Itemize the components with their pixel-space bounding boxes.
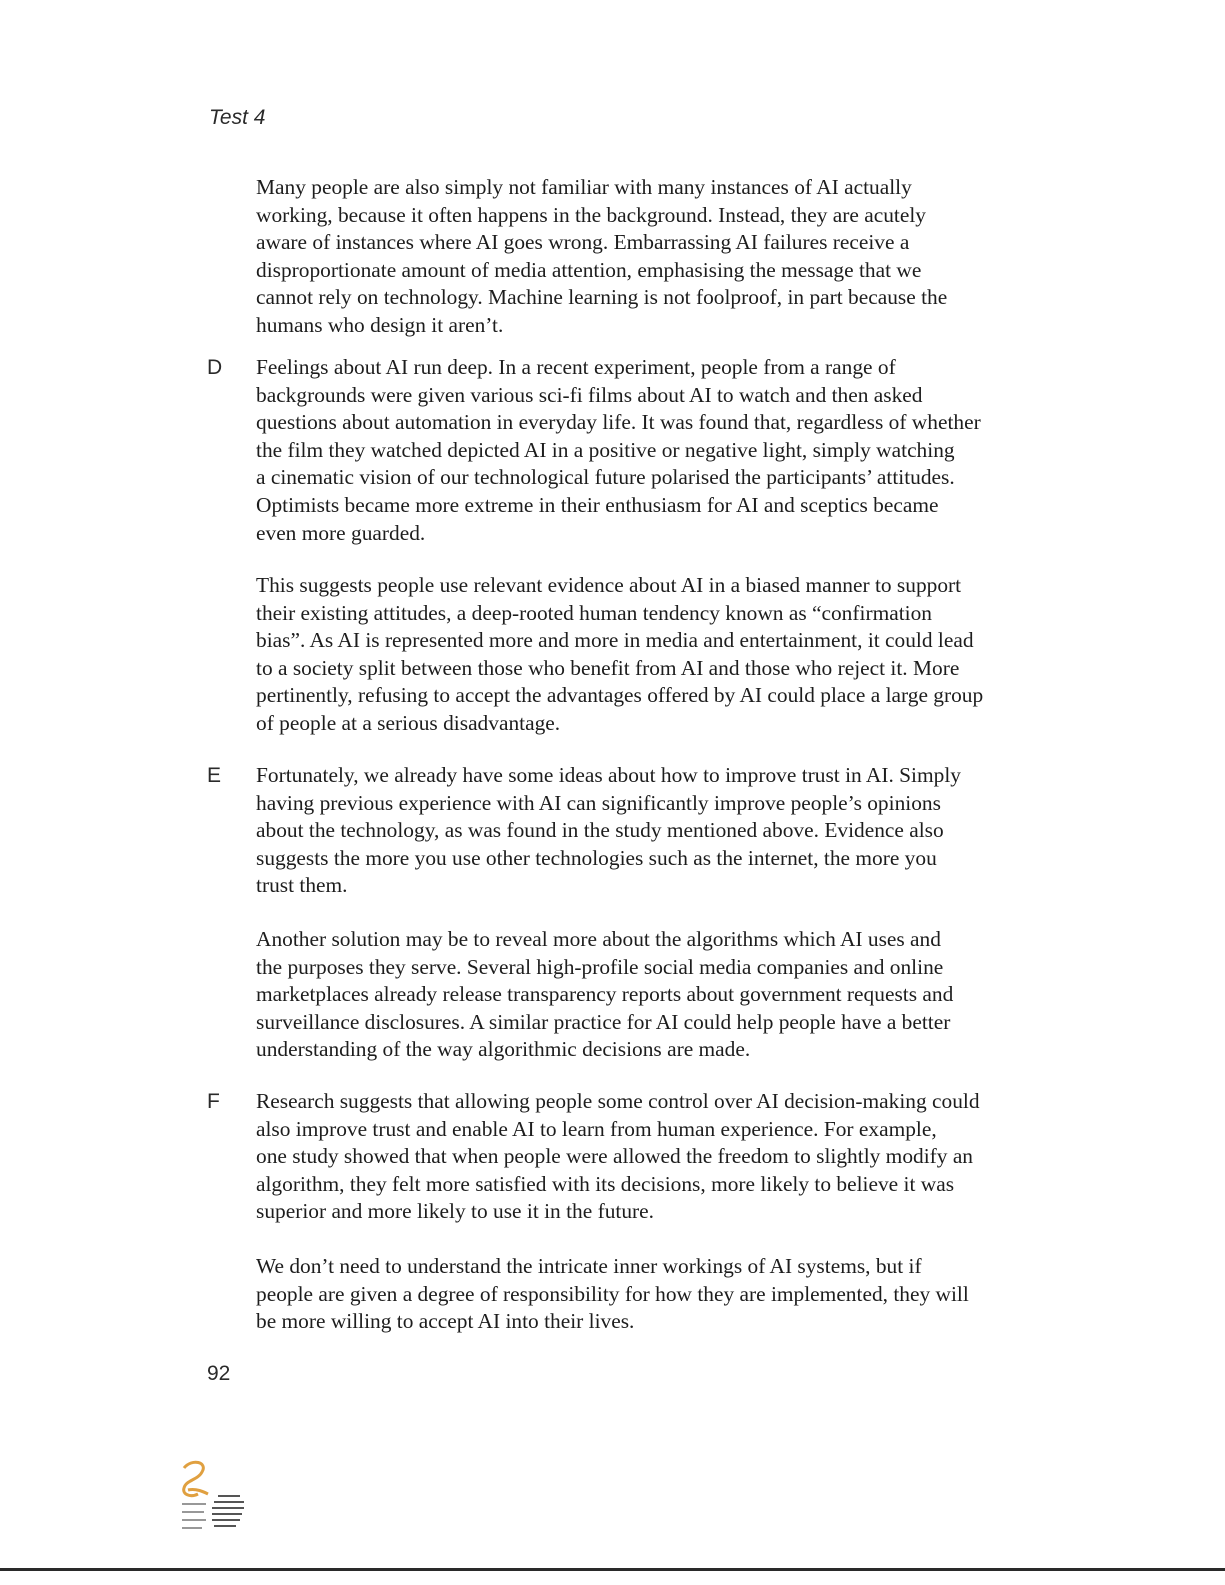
section-marker-e: E bbox=[207, 764, 222, 787]
text-line: the purposes they serve. Several high-profile social media companies and online bbox=[256, 954, 944, 979]
text-line: cannot rely on technology. Machine learning is not foolproof, in part because the bbox=[256, 285, 948, 310]
text-line: Many people are also simply not familiar with many instances of AI actually bbox=[256, 175, 912, 199]
paragraph-f-1 bbox=[256, 1088, 1068, 1226]
text-line: algorithm, they felt more satisfied with its decisions, more likely to believe it was bbox=[256, 1171, 955, 1196]
paragraph-e-2 bbox=[256, 926, 1068, 1064]
text-line: surveillance disclosures. A similar practice for AI could help people have a better bbox=[256, 1009, 951, 1034]
text-line: marketplaces already release transparency reports about government requests and bbox=[256, 982, 954, 1007]
text-line: also improve trust and enable AI to learn from human experience. For example, bbox=[256, 1116, 937, 1141]
text-line: humans who design it aren’t. bbox=[256, 312, 504, 337]
text-line: superior and more likely to use it in the future. bbox=[256, 1199, 655, 1224]
text-line: We don’t need to understand the intricate inner workings of AI systems, but if bbox=[256, 1254, 922, 1278]
text-line: working, because it often happens in the background. Instead, they are acutely bbox=[256, 202, 927, 227]
section-marker-d: D bbox=[207, 356, 223, 379]
paragraph-d-2 bbox=[256, 572, 1068, 738]
paragraph-c-continuation bbox=[256, 174, 1068, 340]
publisher-logo-icon bbox=[178, 1458, 248, 1538]
paragraph-d-1 bbox=[256, 354, 1068, 547]
text-line: the film they watched depicted AI in a positive or negative light, simply watching bbox=[256, 437, 955, 462]
paragraph-e-1 bbox=[256, 762, 1068, 900]
text-line: bias”. As AI is represented more and more in media and entertainment, it could lead bbox=[256, 628, 974, 653]
paragraph-f-2 bbox=[256, 1253, 1068, 1336]
text-line: Feelings about AI run deep. In a recent experiment, people from a range of bbox=[256, 355, 896, 379]
text-line: be more willing to accept AI into their lives. bbox=[256, 1309, 635, 1334]
text-line: aware of instances where AI goes wrong. Embarrassing AI failures receive a bbox=[256, 230, 910, 255]
text-line: suggests the more you use other technologies such as the internet, the more you bbox=[256, 845, 937, 870]
text-line: pertinently, refusing to accept the advantages offered by AI could place a large group bbox=[256, 683, 984, 708]
text-line: Another solution may be to reveal more about the algorithms which AI uses and bbox=[256, 927, 941, 951]
bottom-rule bbox=[0, 1568, 1225, 1571]
page-number: 92 bbox=[207, 1362, 231, 1385]
text-line: questions about automation in everyday life. It was found that, regardless of whether bbox=[256, 410, 981, 435]
text-line: to a society split between those who benefit from AI and those who reject it. More bbox=[256, 655, 960, 680]
text-line: trust them. bbox=[256, 873, 348, 898]
page-header: Test 4 bbox=[209, 106, 266, 129]
text-line: disproportionate amount of media attention, emphasising the message that we bbox=[256, 257, 922, 282]
text-line: backgrounds were given various sci-fi films about AI to watch and then asked bbox=[256, 382, 923, 407]
text-line: a cinematic vision of our technological future polarised the participants’ attitudes. bbox=[256, 465, 955, 490]
text-line: even more guarded. bbox=[256, 520, 426, 545]
text-line: Optimists became more extreme in their enthusiasm for AI and sceptics became bbox=[256, 492, 939, 517]
text-line: about the technology, as was found in the study mentioned above. Evidence also bbox=[256, 818, 944, 843]
text-line: Research suggests that allowing people some control over AI decision-making could bbox=[256, 1089, 980, 1113]
text-line: This suggests people use relevant evidence about AI in a biased manner to support bbox=[256, 573, 962, 597]
text-line: people are given a degree of responsibility for how they are implemented, they will bbox=[256, 1281, 969, 1306]
text-line: of people at a serious disadvantage. bbox=[256, 710, 561, 735]
section-marker-f: F bbox=[207, 1090, 220, 1113]
text-line: having previous experience with AI can significantly improve people’s opinions bbox=[256, 790, 941, 815]
text-line: Fortunately, we already have some ideas about how to improve trust in AI. Simply bbox=[256, 763, 961, 787]
text-line: understanding of the way algorithmic decisions are made. bbox=[256, 1037, 751, 1062]
text-line: their existing attitudes, a deep-rooted human tendency known as “confirmation bbox=[256, 600, 932, 625]
text-line: one study showed that when people were allowed the freedom to slightly modify an bbox=[256, 1144, 974, 1169]
